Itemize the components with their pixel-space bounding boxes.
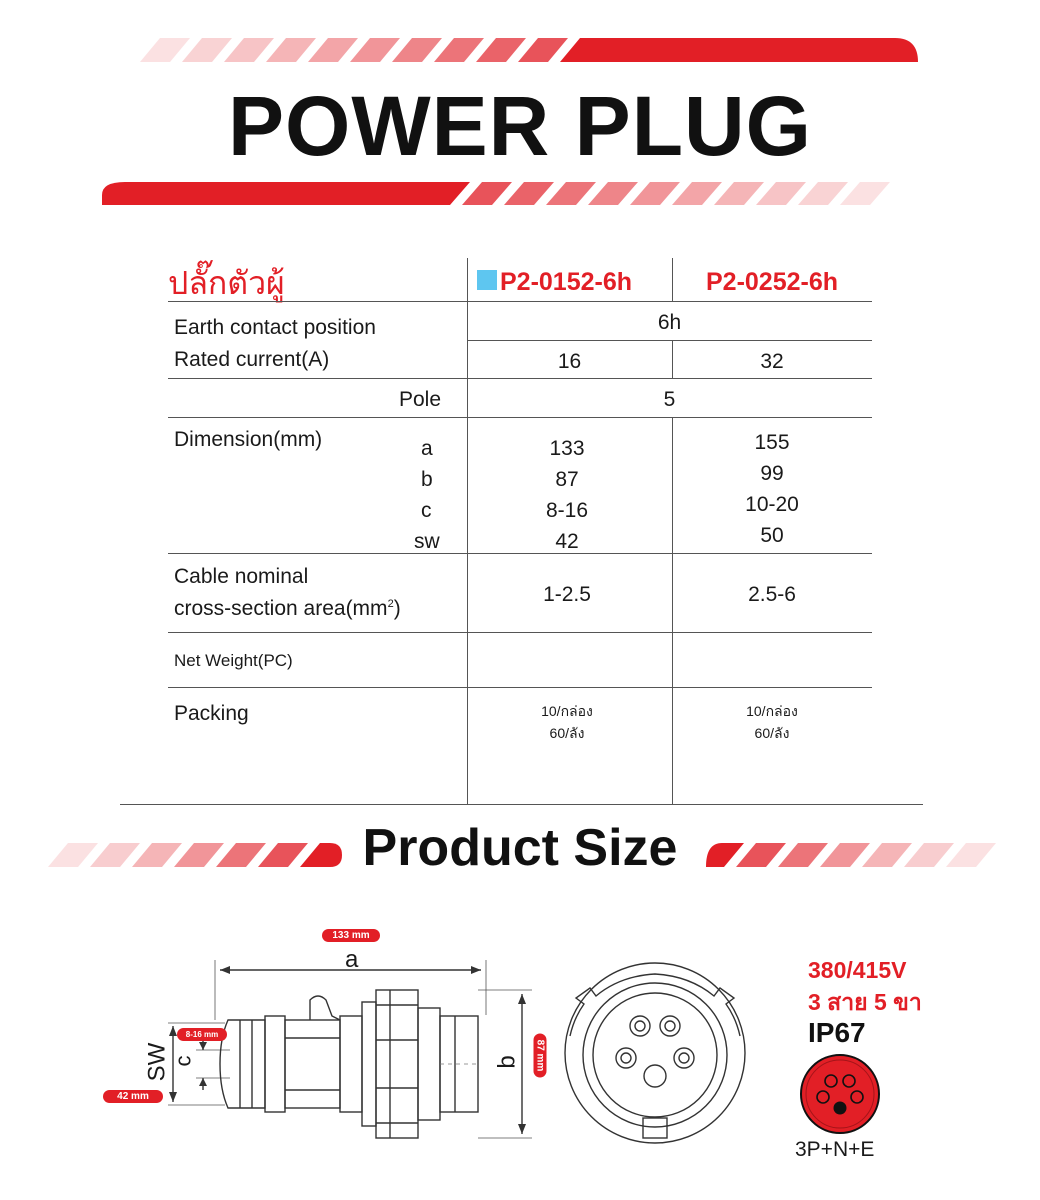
table-line — [672, 258, 673, 302]
earth-value: 6h — [657, 311, 682, 334]
cable-value-1: 1-2.5 — [543, 583, 591, 606]
pin-configuration-label: 3P+N+E — [795, 1138, 875, 1161]
dimension-c-label: c — [170, 1055, 196, 1067]
packing-value-2: 10/กล่อง 60/ลัง — [746, 703, 798, 741]
dimension-b-label: b — [493, 1055, 521, 1069]
cable-value-2: 2.5-6 — [748, 583, 796, 606]
dimension-a-label: a — [345, 946, 359, 973]
dim-b-value-1: 87 — [555, 468, 579, 491]
table-section-label: ปลั๊กตัวผู้ — [168, 265, 285, 301]
packing-label: Packing — [174, 702, 249, 725]
model-color-marker — [477, 270, 497, 290]
dim-key-a: a — [421, 437, 433, 460]
table-bottom-line — [120, 804, 923, 805]
dimension-sw-label: SW — [143, 1042, 171, 1082]
page-title: POWER PLUG — [227, 79, 812, 173]
wiring-spec: 3 สาย 5 ขา — [808, 989, 922, 1015]
table-line — [168, 378, 872, 379]
badge-b-mm: 87 mm — [534, 1034, 547, 1078]
dim-sw-value-1: 42 — [555, 530, 579, 553]
current-value-1: 16 — [557, 350, 582, 373]
dim-a-value-1: 133 — [549, 437, 585, 460]
badge-a-mm: 133 mm — [322, 929, 380, 942]
dim-c-value-2: 10-20 — [745, 493, 799, 516]
product-size-title: Product Size — [362, 819, 678, 877]
table-line — [467, 340, 872, 341]
pin-configuration-icon — [798, 1052, 882, 1136]
rated-current-label: Rated current(A) — [174, 348, 330, 371]
table-line — [168, 632, 872, 633]
cable-label-line1: Cable nominal — [174, 565, 309, 588]
model-name-1: P2-0152-6h — [500, 268, 633, 296]
dim-key-b: b — [421, 468, 433, 491]
plug-side-view-drawing — [100, 920, 560, 1150]
dim-a-value-2: 155 — [754, 431, 790, 454]
dim-key-c: c — [421, 499, 432, 522]
table-line — [168, 417, 872, 418]
dimension-label: Dimension(mm) — [174, 428, 323, 451]
dim-sw-value-2: 50 — [760, 524, 784, 547]
earth-contact-label: Earth contact position — [174, 316, 376, 339]
badge-c-mm: 8-16 mm — [177, 1028, 227, 1041]
badge-sw-mm: 42 mm — [103, 1090, 163, 1103]
ip-rating: IP67 — [808, 1017, 866, 1048]
packing-value-1: 10/กล่อง 60/ลัง — [541, 703, 593, 741]
dim-b-value-2: 99 — [760, 462, 784, 485]
top-stripe-lower — [102, 182, 890, 205]
pole-value: 5 — [663, 388, 676, 411]
dim-key-sw: sw — [414, 530, 440, 553]
plug-front-view-drawing — [560, 958, 760, 1148]
top-stripe-upper — [140, 38, 918, 62]
table-line — [168, 301, 872, 302]
model-name-2: P2-0252-6h — [705, 268, 839, 296]
current-value-2: 32 — [760, 350, 784, 373]
cable-label-line2: cross-section $area(mm^2)$ — [174, 597, 401, 620]
pole-label: Pole — [399, 388, 442, 411]
voltage-spec: 380/415V — [808, 957, 907, 983]
table-line — [168, 687, 872, 688]
net-weight-label: Net Weight(PC) — [174, 651, 293, 670]
dim-c-value-1: 8-16 — [545, 499, 589, 522]
